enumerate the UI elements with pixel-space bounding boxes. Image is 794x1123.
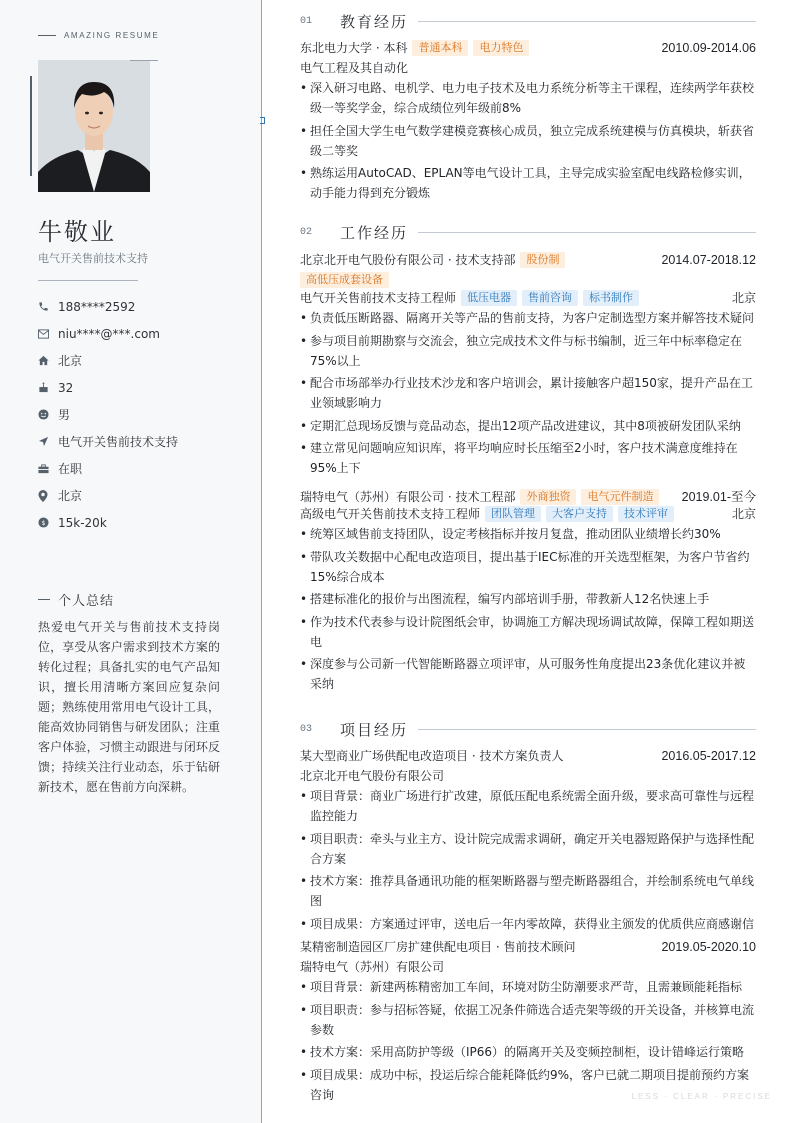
sidebar-divider — [38, 280, 138, 281]
list-item: • 项目背景：新建两栋精密加工车间，环境对防尘防潮要求严苛，且需兼顾能耗指标 — [300, 977, 756, 997]
project-date: 2019.05-2020.10 — [661, 940, 756, 954]
role-title: 电气开关售前技术支持工程师 — [300, 291, 457, 305]
project-name: 某精密制造园区厂房扩建供配电项目 · 售前技术顾问 — [300, 940, 576, 954]
info-item-age — [38, 374, 178, 401]
work-section-header — [300, 222, 756, 243]
section-number: 03 — [300, 724, 313, 735]
phone-icon — [38, 301, 58, 312]
home-icon — [38, 355, 58, 366]
list-item: • 深入研习电路、电机学、电力电子技术及电力系统分析等主干课程，连续两学年获校级一等奖学金，综合成绩位列年级前8% — [300, 78, 756, 118]
section-rule — [418, 729, 756, 730]
role-group — [300, 504, 674, 524]
sidebar — [0, 0, 262, 1123]
gender: 男 — [58, 408, 71, 422]
company-tag: 高低压成套设备 — [300, 272, 389, 288]
contact-info-list — [38, 293, 178, 536]
role-tag: 技术评审 — [618, 506, 674, 522]
project-org: 北京北开电气股份有限公司 — [300, 769, 445, 783]
section-rule — [418, 21, 756, 22]
list-item: • 项目成果：成功中标，投运后综合能耗降低约9%，客户已就二期项目提前预约方案咨询 — [300, 1065, 756, 1105]
photo-accent-bar — [30, 76, 32, 176]
school-tag: 普通本科 — [412, 40, 468, 56]
info-item-phone — [38, 293, 178, 320]
email-address: niu****@***.com — [58, 326, 160, 341]
brand-divider — [38, 35, 56, 36]
role-tag: 标书制作 — [583, 290, 639, 306]
avatar — [38, 60, 150, 192]
list-item: • 带队攻关数据中心配电改造项目，提出基于IEC标准的开关选型框架，为客户节省约15%综合成本 — [300, 547, 756, 587]
brand-text: AMAZING RESUME — [64, 31, 160, 40]
project-date: 2016.05-2017.12 — [661, 749, 756, 763]
company-name: 北京北开电气股份有限公司 · 技术支持部 — [300, 253, 516, 267]
education-section-header — [300, 11, 756, 32]
avatar-portrait-icon — [38, 60, 150, 192]
role-tag: 低压电器 — [461, 290, 517, 306]
education-school-group — [300, 38, 529, 58]
role-row — [300, 504, 756, 524]
gender-icon — [38, 409, 58, 420]
salary-icon — [38, 517, 58, 528]
list-item: • 参与项目前期勘察与交流会，独立完成技术文件与标书编制，近三年中标率稳定在75%以上 — [300, 331, 756, 371]
project-header-row — [300, 746, 756, 766]
project-bullets — [300, 977, 756, 1105]
email-icon — [38, 329, 58, 339]
projects-section-header — [300, 719, 756, 740]
role-tag: 售前咨询 — [522, 290, 578, 306]
target-job-icon — [38, 436, 58, 447]
company-name: 瑞特电气（苏州）有限公司 · 技术工程部 — [300, 490, 516, 504]
brand — [38, 31, 159, 40]
list-item: • 统筹区域售前支持团队，设定考核指标并按月复盘，推动团队业绩增长约30% — [300, 524, 756, 544]
candidate-title: 电气开关售前技术支持 — [38, 252, 148, 265]
status-icon — [38, 464, 58, 474]
main-content — [300, 0, 756, 1123]
info-item-gender — [38, 401, 178, 428]
list-item: • 技术方案：推荐具备通讯功能的框架断路器与塑壳断路器组合，并绘制系统电气单线图 — [300, 871, 756, 911]
project-bullets — [300, 786, 756, 934]
info-item-target-job — [38, 428, 178, 455]
project-header-row — [300, 937, 756, 957]
education-bullets — [300, 78, 756, 203]
list-item: • 负责低压断路器、隔离开关等产品的售前支持，为客户定制选型方案并解答技术疑问 — [300, 308, 756, 328]
age-icon — [38, 382, 58, 393]
project-name: 某大型商业广场供配电改造项目 · 技术方案负责人 — [300, 749, 564, 763]
list-item: • 技术方案：采用高防护等级（IP66）的隔离开关及变频控制柜，设计错峰运行策略 — [300, 1042, 756, 1062]
work-bullets — [300, 308, 756, 478]
work-entry — [300, 250, 756, 481]
candidate-name: 牛敬业 — [38, 218, 116, 246]
svg-text:$: $ — [41, 518, 46, 527]
work-date: 2014.07-2018.12 — [661, 253, 756, 267]
section-number: 01 — [300, 16, 313, 27]
summary-heading — [38, 590, 114, 609]
project-entry — [300, 937, 756, 1107]
hometown: 北京 — [58, 354, 83, 368]
summary-dash — [38, 599, 50, 600]
list-item: • 配合市场部举办行业技术沙龙和客户培训会，累计接触客户超150家，提升产品在工业领域影响力 — [300, 373, 756, 413]
section-number: 02 — [300, 227, 313, 238]
work-city: 北京 — [731, 507, 756, 521]
list-item: • 搭建标准化的报价与出图流程，编写内部培训手册，带教新人12名快速上手 — [300, 589, 756, 609]
school-tag: 电力特色 — [473, 40, 529, 56]
work-header-row — [300, 250, 756, 288]
info-item-salary — [38, 509, 178, 536]
education-header-row — [300, 38, 756, 58]
education-date: 2010.09-2014.06 — [661, 41, 756, 55]
location-pin-icon — [38, 490, 58, 502]
info-item-location — [38, 482, 178, 509]
list-item: • 建立常见问题响应知识库，将平均响应时长压缩至2小时，客户技术满意度维持在95%上下 — [300, 438, 756, 478]
work-date: 2019.01-至今 — [681, 490, 756, 504]
role-tag: 团队管理 — [485, 506, 541, 522]
major: 电气工程及其自动化 — [300, 61, 409, 75]
age: 32 — [58, 380, 74, 395]
project-entry — [300, 746, 756, 936]
photo-corner-line — [130, 60, 158, 61]
role-group — [300, 288, 639, 308]
section-title: 教育经历 — [340, 13, 409, 31]
company-tag: 电气元件制造 — [581, 489, 659, 505]
company-tag: 外商独资 — [520, 489, 576, 505]
list-item: • 深度参与公司新一代智能断路器立项评审，从可服务性角度提出23条优化建议并被采纳 — [300, 654, 756, 694]
work-company-group — [300, 250, 640, 288]
list-item: • 担任全国大学生电气数学建模竞赛核心成员，独立完成系统建模与仿真模块，斩获省级二等奖 — [300, 121, 756, 161]
list-item: • 项目背景：商业广场进行扩改建，原低压配电系统需全面升级，要求高可靠性与远程监控能力 — [300, 786, 756, 826]
list-item: • 熟练运用AutoCAD、EPLAN等电气设计工具，主导完成实验室配电线路检修实训，动手能力得到充分锻炼 — [300, 163, 756, 203]
company-tag: 股份制 — [520, 252, 565, 268]
job-status: 在职 — [58, 462, 83, 476]
list-item: • 作为技术代表参与设计院图纸会审，协调施工方解决现场调试故障，保障工程如期送电 — [300, 612, 756, 652]
school-name: 东北电力大学 · 本科 — [300, 41, 408, 55]
work-bullets — [300, 524, 756, 694]
footer-watermark: LESS · CLEAR · PRECISE — [631, 1092, 772, 1101]
list-item: • 定期汇总现场反馈与竞品动态，提出12项产品改进建议，其中8项被研发团队采纳 — [300, 416, 756, 436]
work-entry — [300, 487, 756, 697]
expected-salary: 15k-20k — [58, 515, 107, 530]
info-item-email — [38, 320, 178, 347]
list-item: • 项目成果：方案通过评审，送电后一年内零故障，获得业主颁发的优质供应商感谢信 — [300, 914, 756, 934]
phone-number: 188****2592 — [58, 299, 136, 314]
info-item-status — [38, 455, 178, 482]
target-job: 电气开关售前技术支持 — [58, 435, 179, 449]
section-rule — [418, 232, 756, 233]
section-title: 项目经历 — [340, 721, 409, 739]
summary-title: 个人总结 — [58, 594, 115, 609]
list-item: • 项目职责：牵头与业主方、设计院完成需求调研，确定开关电器短路保护与选择性配合方案 — [300, 829, 756, 869]
work-city: 北京 — [731, 291, 756, 305]
education-entry — [300, 38, 756, 206]
info-item-home — [38, 347, 178, 374]
role-row — [300, 288, 756, 308]
work-location: 北京 — [58, 489, 83, 503]
role-title: 高级电气开关售前技术支持工程师 — [300, 507, 481, 521]
summary-text: 热爱电气开关与售前技术支持岗位，享受从客户需求到技术方案的转化过程；具备扎实的电气产品知识，擅长用清晰方案回应复杂问题；熟练使用常用电气设计工具，能高效协同销售与研发团队；注重客户体验，习惯主动跟进与闭环反馈；持续关注行业动态，乐于钻研新技术，愿在售前方向深耕。 — [38, 620, 220, 794]
timeline-marker — [260, 117, 265, 124]
project-org: 瑞特电气（苏州）有限公司 — [300, 960, 445, 974]
section-title: 工作经历 — [340, 224, 409, 242]
list-item: • 项目职责：参与招标答疑，依据工况条件筛选合适壳架等级的开关设备，并核算电流参数 — [300, 1000, 756, 1040]
role-tag: 大客户支持 — [546, 506, 613, 522]
